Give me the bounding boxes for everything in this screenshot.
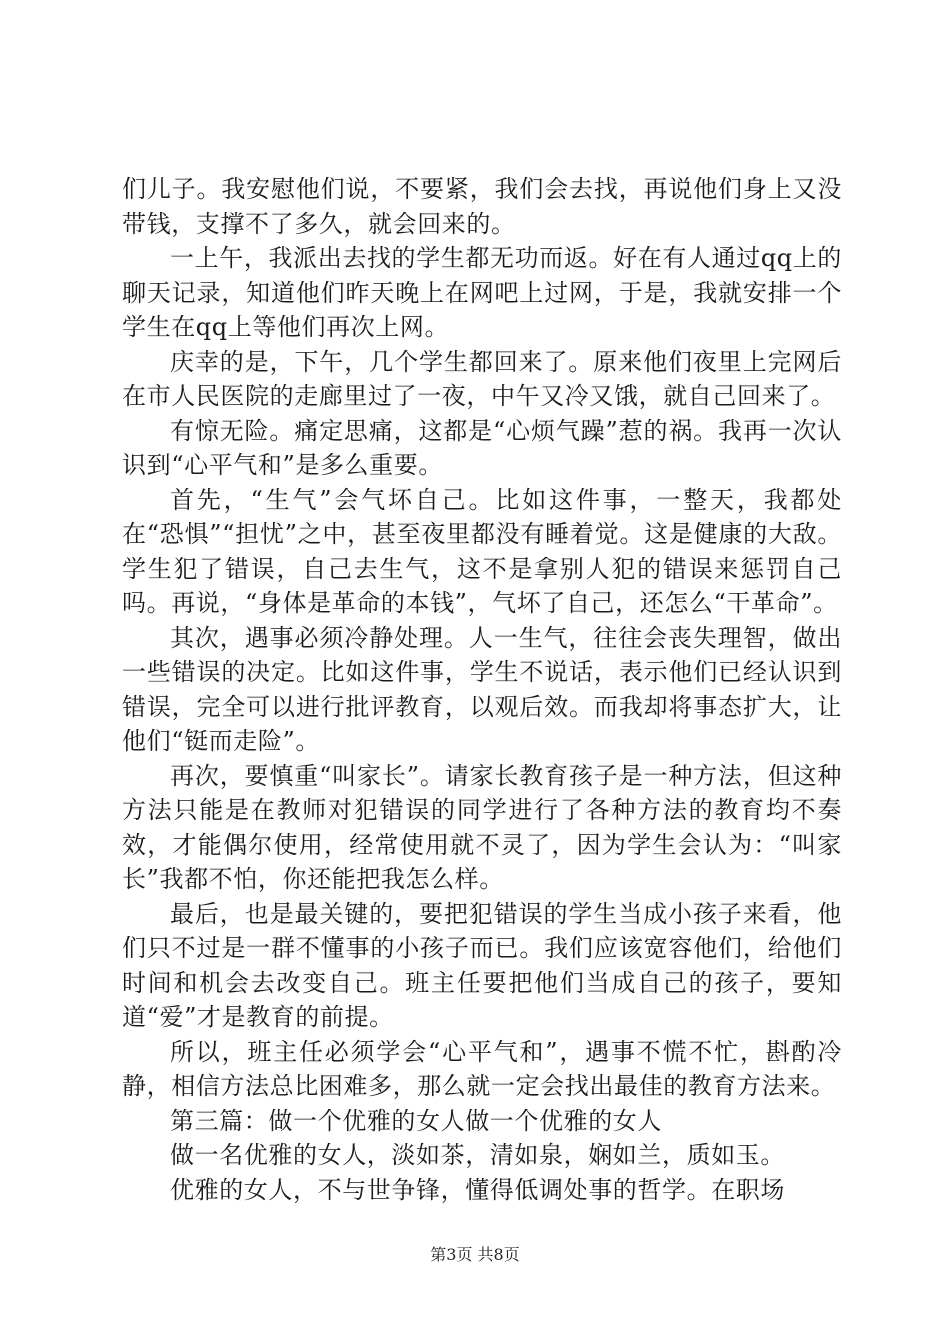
- paragraph: 最后，也是最关键的，要把犯错误的学生当成小孩子来看，他们只不过是一群不懂事的小孩子而已。我们应该宽容他们，给他们时间和机会去改变自己。班主任要把他们当成自己的孩子，要知道“爱”才是教育的前提。: [122, 899, 842, 1031]
- paragraph: 优雅的女人，不与世争锋，懂得低调处事的哲学。在职场: [170, 1175, 785, 1204]
- paragraph: 其次，遇事必须冷静处理。人一生气，往往会丧失理智，做出一些错误的决定。比如这件事，学生不说话，表示他们已经认识到错误，完全可以进行批评教育，以观后效。而我却将事态扩大，让他们“铤而走险”。: [122, 623, 842, 755]
- paragraph: 再次，要慎重“叫家长”。请家长教育孩子是一种方法，但这种方法只能是在教师对犯错误的同学进行了各种方法的教育均不奏效，才能偶尔使用，经常使用就不灵了，因为学生会认为：“叫家长”我都不怕，你还能把我怎么样。: [122, 761, 842, 893]
- paragraph: 一上午，我派出去找的学生都无功而返。好在有人通过qq上的聊天记录，知道他们昨天晚上在网吧上过网，于是，我就安排一个学生在qq上等他们再次上网。: [122, 244, 842, 341]
- paragraph: 做一名优雅的女人，淡如茶，清如泉，娴如兰，质如玉。: [170, 1141, 785, 1169]
- paragraph: 所以，班主任必须学会“心平气和”，遇事不慌不忙，斟酌冷静，相信方法总比困难多，那么就一定会找出最佳的教育方法来。: [122, 1037, 842, 1100]
- paragraph: 首先，“生气”会气坏自己。比如这件事，一整天，我都处在“恐惧”“担忧”之中，甚至夜里都没有睡着觉。这是健康的大敌。学生犯了错误，自己去生气，这不是拿别人犯的错误来惩罚自己吗。再说，“身体是革命的本钱”，气坏了自己，还怎么“干革命”。: [122, 485, 842, 617]
- paragraph: 们儿子。我安慰他们说，不要紧，我们会去找，再说他们身上又没带钱，支撑不了多久，就会回来的。: [122, 175, 842, 238]
- page-number-footer: 第3页 共8页: [430, 1245, 520, 1264]
- section-heading: 第三篇：做一个优雅的女人做一个优雅的女人: [170, 1106, 662, 1135]
- paragraph: 庆幸的是，下午，几个学生都回来了。原来他们夜里上完网后在市人民医院的走廊里过了一夜，中午又冷又饿，就自己回来了。: [122, 347, 842, 410]
- paragraph: 有惊无险。痛定思痛，这都是“心烦气躁”惹的祸。我再一次认识到“心平气和”是多么重要。: [122, 416, 842, 479]
- document-body: [122, 172, 842, 1207]
